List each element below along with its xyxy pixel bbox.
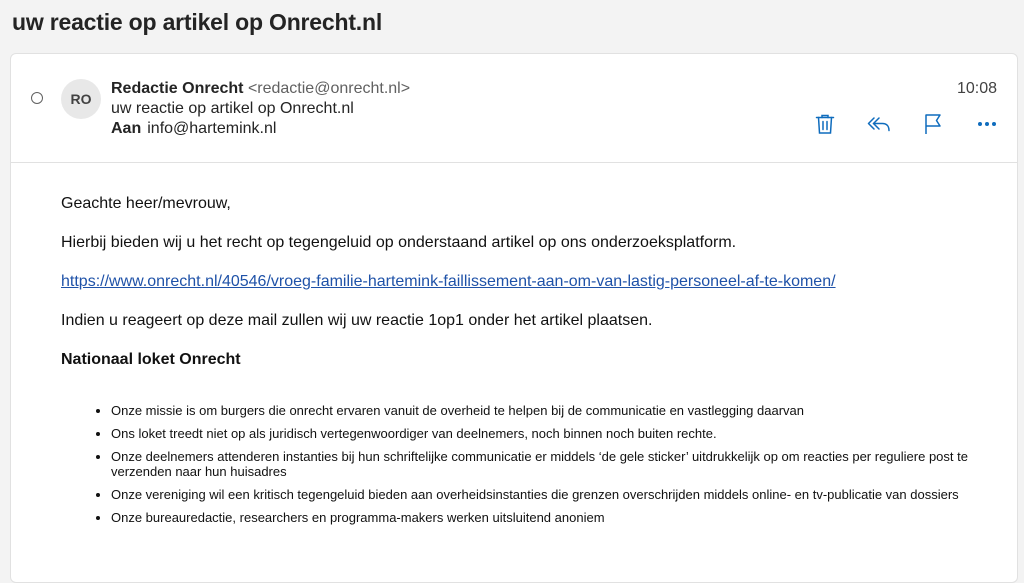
recipient-address[interactable]: info@hartemink.nl (147, 120, 277, 137)
recipient-line (111, 120, 276, 138)
flag-button[interactable] (921, 112, 945, 136)
body-paragraph: Indien u reageert op deze mail zullen wij uw reactie 1op1 onder het artikel plaatsen. (61, 312, 653, 329)
list-item: • Onze bureauredactie, researchers en programma-makers werken uitsluitend anoniem (111, 510, 991, 525)
sender-line (111, 80, 410, 98)
header-divider (11, 162, 1017, 163)
list-item: • Onze deelnemers attenderen instanties bij hun schriftelijke communicatie er middels ‘de gele sticker’ uitdrukkelijk op om reacties per reguliere post te verzenden naar hun huisadres (111, 449, 991, 479)
message-card (10, 53, 1018, 583)
list-item: • Ons loket treedt niet op als juridisch vertegenwoordiger van deelnemers, noch binnen noch buiten rechte. (111, 426, 991, 441)
sender-email[interactable]: <redactie@onrecht.nl> (247, 80, 411, 97)
received-time: 10:08 (956, 80, 997, 97)
list-item: • Onze vereniging wil een kritisch tegengeluid bieden aan overheidsinstanties die grenzen overschrijden middels online- en tv-publicatie van dossiers (111, 487, 991, 502)
select-radio[interactable] (31, 92, 43, 104)
reply-all-icon (867, 114, 891, 134)
more-button[interactable] (975, 112, 999, 136)
list-item: • Onze missie is om burgers die onrecht ervaren vanuit de overheid te helpen bij de communicatie en vastlegging daarvan (111, 403, 991, 418)
signature: Nationaal loket Onrecht (61, 351, 241, 368)
greeting: Geachte heer/mevrouw, (61, 195, 231, 212)
to-label: Aan (111, 120, 142, 137)
message-actions (813, 112, 999, 136)
trash-icon (815, 113, 835, 135)
mission-list (61, 403, 991, 525)
article-link[interactable]: https://www.onrecht.nl/40546/vroeg-familie-hartemink-faillissement-aan-om-van-lastig-personeel-af-te-komen/ (61, 273, 836, 290)
delete-button[interactable] (813, 112, 837, 136)
flag-icon (923, 113, 943, 135)
avatar[interactable]: RO (61, 79, 101, 119)
header-subject: uw reactie op artikel op Onrecht.nl (111, 100, 354, 117)
reply-all-button[interactable] (867, 112, 891, 136)
sender-name[interactable]: Redactie Onrecht (111, 80, 244, 97)
message-body (61, 194, 991, 533)
body-paragraph: Hierbij bieden wij u het recht op tegengeluid op onderstaand artikel op ons onderzoeksplatform. (61, 234, 737, 251)
email-subject-title: uw reactie op artikel op Onrecht.nl (12, 9, 383, 35)
message-header (11, 54, 1017, 164)
more-icon (977, 121, 997, 127)
